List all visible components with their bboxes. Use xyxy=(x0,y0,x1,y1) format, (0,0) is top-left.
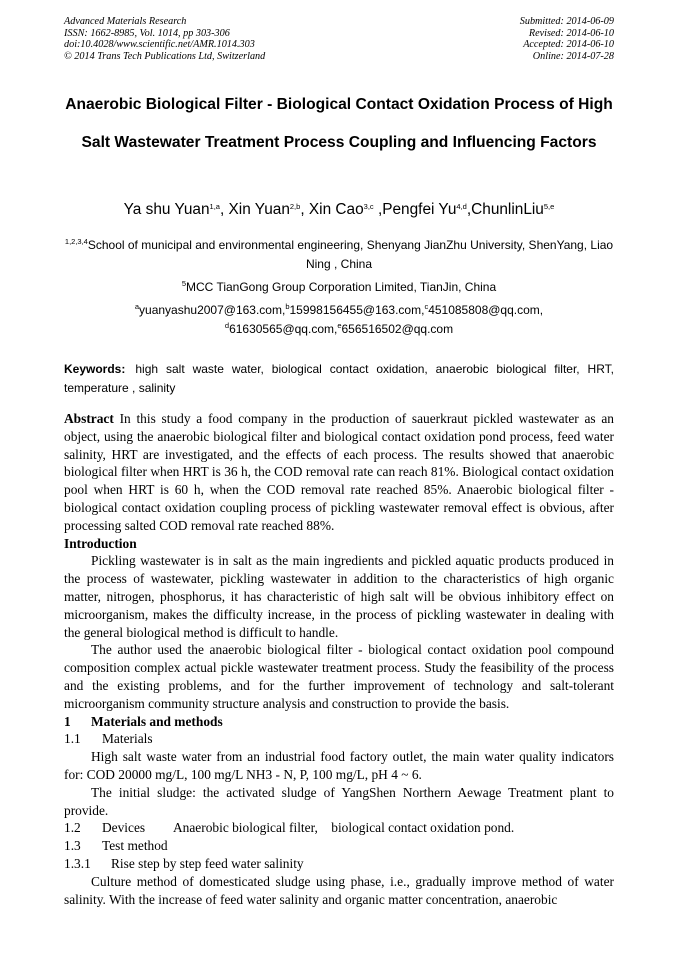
abstract-text: In this study a food company in the production of sauerkraut pickled wastewater as an object, using the anaerobic biological filter and biological contact oxidation pond process, feed water salinity, HRT are investigated, and the effects of each process. The results showed that anaerobic biological filter when HRT is 36 h, the COD removal rate can reach 81%. Biological contact oxidation pool when HRT is 60 h, when the COD removal rate reached 85%. Anaerobic biological filter - biological contact oxidation coupling process of pickling wastewater removal effect is obvious, after processing salted COD removal rate reached 88%. xyxy=(64,411,614,533)
author-name: Pengfei Yu xyxy=(382,201,457,218)
method-paragraph: Culture method of domesticated sludge using phase, i.e., gradually improve method of water salinity. With the increase of feed water salinity and organic matter concentration, anaerobic xyxy=(64,873,614,907)
paper-body xyxy=(64,410,614,908)
section-title: Test method xyxy=(102,838,168,854)
email-marker: b xyxy=(285,302,290,311)
section-title: Devices xyxy=(102,820,146,836)
author-separator: , xyxy=(466,201,472,218)
affiliation-text: School of municipal and environmental engineering, Shenyang JianZhu University, ShenYang, Liao Ning , China xyxy=(87,238,614,271)
author-affiliation-marker: 3,c xyxy=(363,202,374,211)
paper-title: Anaerobic Biological Filter - Biological Contact Oxidation Process of High Salt Wastewater Treatment Process Coupling and Influencing Factors xyxy=(65,96,613,151)
device-item: biological contact oxidation pond. xyxy=(331,820,515,836)
affiliation-marker: 5 xyxy=(181,279,186,288)
author-affiliation-marker: 2,b xyxy=(289,202,301,211)
journal-info xyxy=(64,16,265,62)
keywords-label: Keywords: xyxy=(64,362,126,376)
materials-paragraph: The initial sludge: the activated sludge of YangShen Northern Aewage Treatment plant to provide. xyxy=(64,784,614,818)
email-line xyxy=(60,320,618,339)
author-affiliation-marker: 4,d xyxy=(456,202,467,211)
author-list xyxy=(40,200,638,220)
date-submitted: Submitted: 2014-06-09 xyxy=(519,16,614,27)
section-number: 1.3.1 xyxy=(64,855,91,871)
author-name: Xin Yuan xyxy=(228,201,290,218)
section-1-2-heading xyxy=(64,819,614,837)
author-separator: , xyxy=(300,201,309,218)
affiliation-2 xyxy=(60,278,618,297)
keywords-text: high salt waste water, biological contact oxidation, anaerobic biological filter, HRT, temperature , salinity xyxy=(64,362,614,395)
keywords xyxy=(64,360,614,397)
section-number: 1 xyxy=(64,713,71,729)
email-marker: e xyxy=(337,321,342,330)
email-address: yuanyashu2007@163.com, xyxy=(139,303,286,317)
author-emails xyxy=(60,301,618,339)
section-1-heading xyxy=(64,713,614,731)
author-affiliation-marker: 1,a xyxy=(209,202,220,211)
author-separator: , xyxy=(373,201,383,218)
device-item: Anaerobic biological filter, xyxy=(173,820,318,836)
section-title: Materials and methods xyxy=(91,713,223,729)
section-1-1-heading xyxy=(64,730,614,748)
email-address: 15998156455@163.com, xyxy=(289,303,425,317)
section-number: 1.2 xyxy=(64,820,81,836)
date-accepted: Accepted: 2014-06-10 xyxy=(523,39,614,51)
introduction-paragraph: The author used the anaerobic biological filter - biological contact oxidation pool compound composition complex actual pickle wastewater treatment process. Study the feasibility of the process and the existing problems, and for the further improvement of technology and salt-tolerant microorganism community structure analysis and construction to provide the basis. xyxy=(64,642,614,711)
email-marker: d xyxy=(224,321,230,330)
author-name: Ya shu Yuan xyxy=(123,201,210,218)
affiliation-text: MCC TianGong Group Corporation Limited, TianJin, China xyxy=(186,280,497,294)
section-number: 1.3 xyxy=(64,838,81,854)
section-1-3-heading xyxy=(64,837,614,855)
author-name: ChunlinLiu xyxy=(471,201,544,218)
section-title: Materials xyxy=(102,731,153,747)
email-address: 451085808@qq.com, xyxy=(428,303,544,317)
date-online: Online: 2014-07-28 xyxy=(532,50,614,62)
affiliation-1 xyxy=(60,236,618,274)
submission-dates xyxy=(520,16,614,62)
section-number: 1.1 xyxy=(64,731,81,747)
email-marker: a xyxy=(134,302,140,311)
affiliation-marker: 1,2,3,4 xyxy=(64,237,88,246)
journal-name: Advanced Materials Research xyxy=(64,16,187,27)
date-revised: Revised: 2014-06-10 xyxy=(528,27,614,39)
journal-doi: doi:10.4028/www.scientific.net/AMR.1014.303 xyxy=(64,39,255,51)
journal-copyright: © 2014 Trans Tech Publications Ltd, Switzerland xyxy=(64,50,266,62)
email-line xyxy=(60,301,618,320)
journal-issn: ISSN: 1662-8985, Vol. 1014, pp 303-306 xyxy=(64,27,230,39)
materials-paragraph: High salt waste water from an industrial food factory outlet, the main water quality indicators for: COD 20000 mg/L, 100 mg/L NH3 - N, P, 100 mg/L, pH 4 ~ 6. xyxy=(64,749,614,782)
section-1-3-1-heading xyxy=(64,855,614,873)
email-address: 61630565@qq.com, xyxy=(229,322,338,336)
email-address: 656516502@qq.com xyxy=(341,322,454,336)
abstract-label: Abstract xyxy=(64,411,114,426)
author-name: Xin Cao xyxy=(308,201,364,218)
abstract xyxy=(64,410,614,535)
email-marker: c xyxy=(424,302,429,311)
section-title: Rise step by step feed water salinity xyxy=(111,855,304,871)
author-separator: , xyxy=(219,201,229,218)
introduction-paragraph: Pickling wastewater is in salt as the main ingredients and pickled aquatic products produced in the process of wastewater, pickling wastewater in addition to the characteristics of high organic matter, nitrogen, phosphorus, it has characteristic of high salt will be obvious inhibitory effect on microorganism, makes the difficulty increase, in the process of pickling wastewater in dealing with the general biological method is difficult to handle. xyxy=(64,553,614,640)
introduction-heading: Introduction xyxy=(64,535,137,551)
author-affiliation-marker: 5,e xyxy=(543,202,555,211)
